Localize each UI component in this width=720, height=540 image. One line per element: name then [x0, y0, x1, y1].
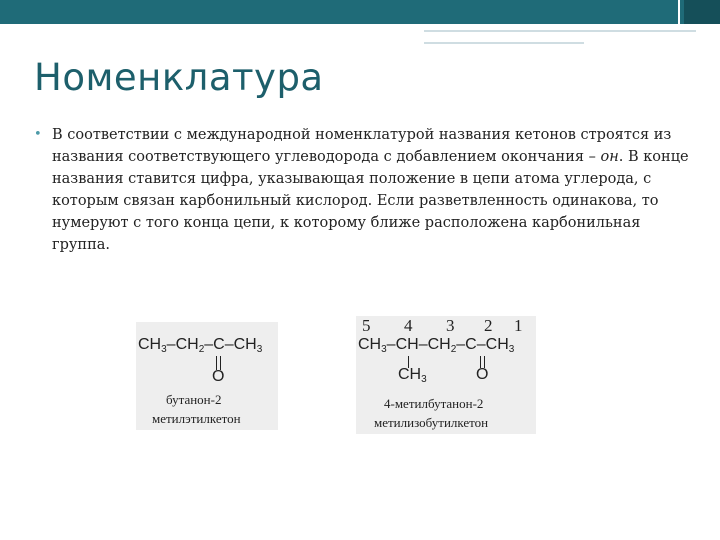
formula-trivial-name: метилизобутилкетон [374, 415, 489, 430]
formula-trivial-name: метилэтилкетон [152, 411, 241, 426]
formula-name: бутанон-2 [166, 392, 222, 407]
header-accent [684, 0, 720, 24]
bullet-icon: • [34, 127, 42, 142]
bullet-text-end: . В конце названия ставится цифра, указывающая положение в цепи атома углерода, с которым связан карбонильный кислород. Если разветвленность одинакова, то нумеруют с того конца цепи, к которому ближе расположена карбонильная группа. [52, 149, 689, 253]
formula-name: 4-метилбутанон-2 [384, 396, 484, 411]
formula-chain: $CH_3-CH-CH_2-C-CH_3$ [358, 336, 515, 355]
carbon-number: 2 [484, 316, 493, 335]
carbon-number: 3 [446, 316, 455, 335]
carbon-number: 1 [514, 316, 523, 335]
carbon-number: 5 [362, 316, 371, 335]
formula-methylbutanone [356, 316, 536, 434]
decor-rule-top [424, 30, 696, 32]
bullet-paragraph [34, 124, 692, 256]
slide-title: Номенклатура [34, 56, 324, 99]
bullet-text-start: В соответствии с международной номенклатурой названия кетонов строятся из названия соответствующего углеводорода с добавлением окончания – [52, 127, 672, 165]
bullet-ending: он [600, 149, 619, 165]
formula-branch: $CH_3$ [398, 366, 427, 385]
formula-chain: $CH_3-CH_2-C-CH_3$ [138, 336, 263, 355]
formula-oxygen: O [476, 366, 489, 383]
decor-rule-bottom [424, 42, 584, 44]
header-notch [678, 0, 680, 24]
formula-oxygen: O [212, 368, 225, 385]
formula-butanone [136, 322, 278, 430]
carbon-number: 4 [404, 316, 413, 335]
header-band [0, 0, 720, 24]
